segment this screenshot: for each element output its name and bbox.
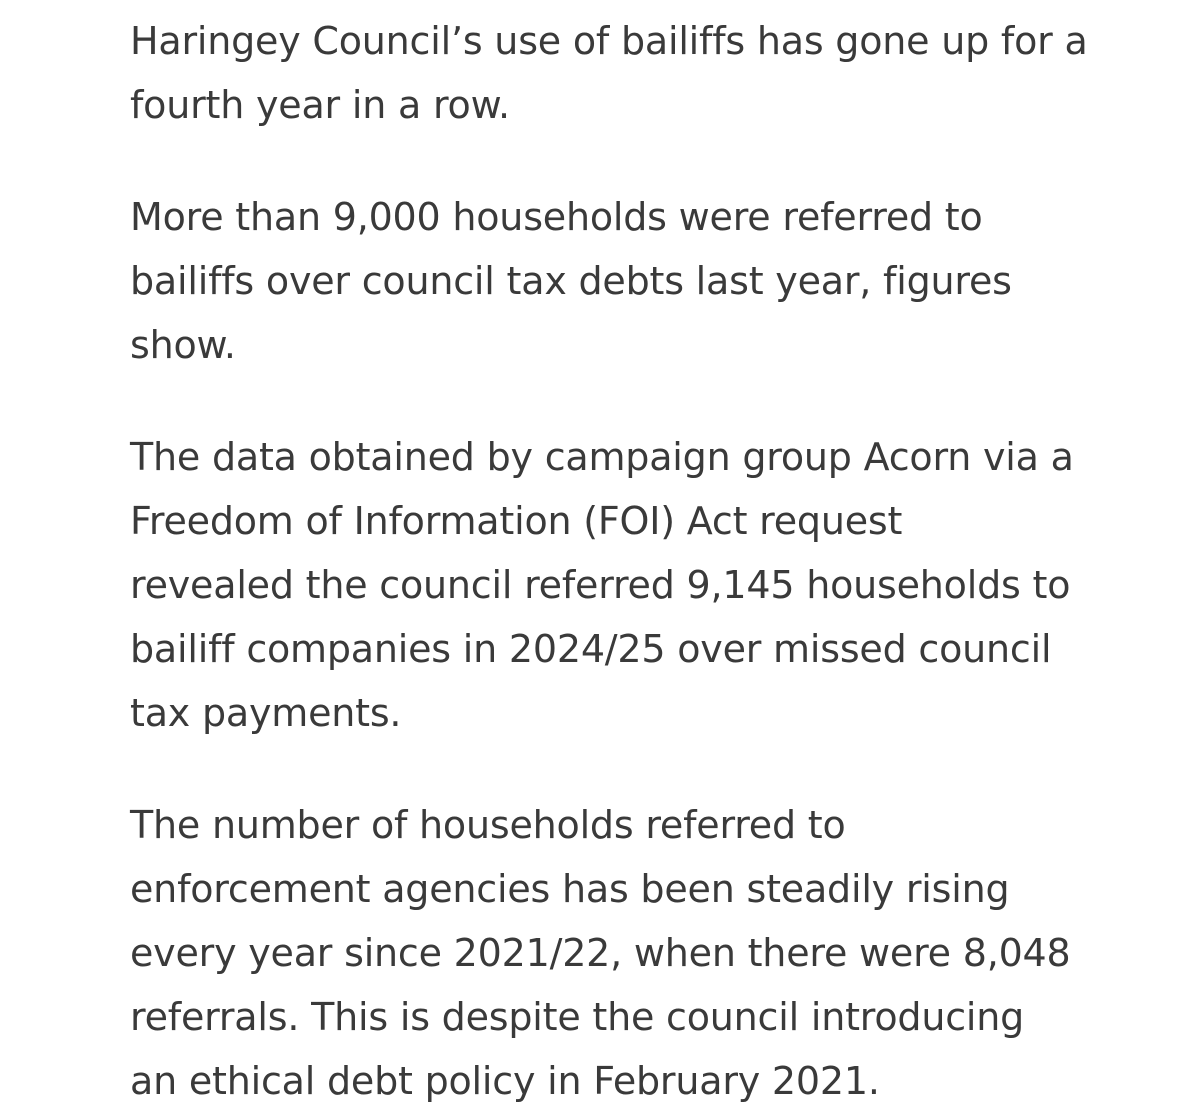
paragraph-line: an ethical debt policy in February 2021. — [130, 1059, 880, 1103]
paragraph-line: show. — [130, 323, 236, 367]
paragraph-gap — [130, 137, 1090, 185]
paragraph-foi-data — [130, 425, 1090, 745]
paragraph-line: fourth year in a row. — [130, 83, 510, 127]
paragraph-line: every year since 2021/22, when there were 8,048 — [130, 931, 1071, 975]
paragraph-line: tax payments. — [130, 691, 402, 735]
paragraph-line: More than 9,000 households were referred to — [130, 195, 983, 239]
paragraph-households — [130, 185, 1090, 377]
paragraph-line: Haringey Council’s use of bailiffs has gone up for a — [130, 19, 1088, 63]
paragraph-line: Freedom of Information (FOI) Act request — [130, 499, 903, 543]
article-body — [130, 0, 1090, 1113]
paragraph-gap — [130, 377, 1090, 425]
paragraph-line: The number of households referred to — [130, 803, 846, 847]
paragraph-gap — [130, 745, 1090, 793]
paragraph-line: referrals. This is despite the council introducing — [130, 995, 1025, 1039]
paragraph-line: revealed the council referred 9,145 households to — [130, 563, 1071, 607]
paragraph-line: bailiffs over council tax debts last year, figures — [130, 259, 1012, 303]
paragraph-intro — [130, 9, 1090, 137]
paragraph-line: The data obtained by campaign group Acorn via a — [130, 435, 1074, 479]
paragraph-trend — [130, 793, 1090, 1113]
paragraph-line: bailiff companies in 2024/25 over missed council — [130, 627, 1052, 671]
paragraph-line: enforcement agencies has been steadily rising — [130, 867, 1010, 911]
